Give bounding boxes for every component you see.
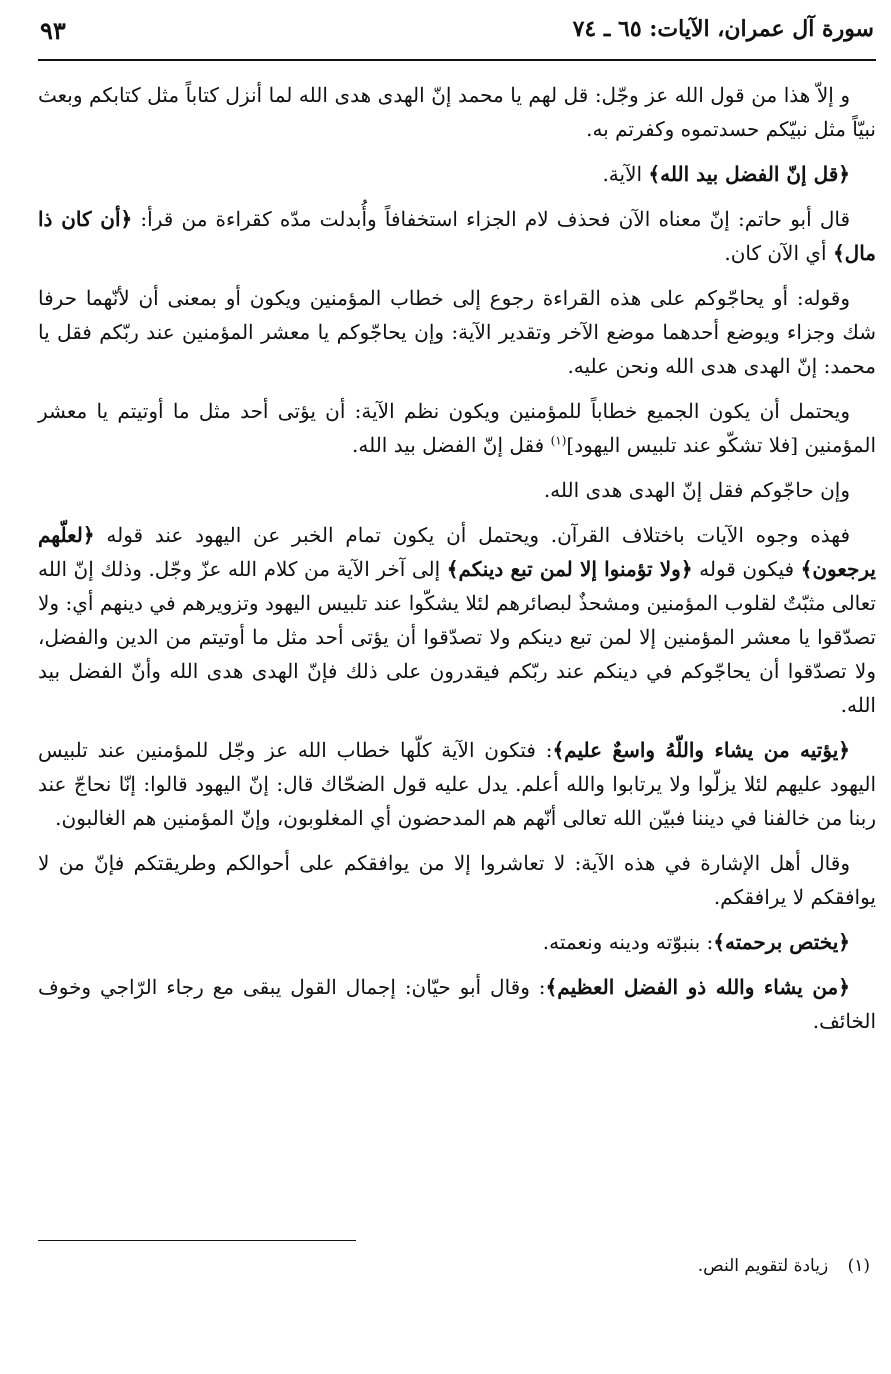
paragraph (38, 473, 876, 507)
paragraph (38, 394, 876, 462)
footnote-text: زيادة لتقويم النص. (697, 1256, 829, 1276)
page-header (38, 14, 876, 58)
quranic-quote: ﴿يؤتيه من يشاء واللّهُ واسعٌ عليم﴾ (552, 738, 850, 762)
running-title: سورة آل عمران، الآيات: ٦٥ ـ ٧٤ (572, 16, 874, 42)
book-page (38, 14, 876, 1354)
footnote-number: (١) (847, 1256, 870, 1276)
footnote (698, 1256, 870, 1276)
text-run: و إلاّ هذا من قول الله عز وجّل: قل لهم يا محمد إنّ الهدى هدى الله لما أنزل كتاباً مثل كتابكم وبعث نبيّاً مثل نبيّكم حسدتموه وكفرتم به. (38, 83, 876, 141)
paragraph (38, 281, 876, 383)
text-run: الآية. (602, 162, 649, 186)
paragraph (38, 518, 876, 722)
text-run: إلى آخر الآية من كلام الله عزّ وجّل. وذلك إنّ الله تعالى مثبّتٌ لقلوب المؤمنين ومشحذٌ لبصائرهم لئلا يشكّوا عند تلبيس اليهود وتزويرهم في دينهم أي: ولا تصدّقوا يا معشر المؤمنين إلا لمن تبع دينكم ولا تصدّقوا أن يؤتى أحد مثل ما أوتيتم من الدين والفضل، ولا تصدّقوا أن يحاجّوكم في دينكم عند ربّكم فيقدرون على ذلك فإنّ الهدى هدى الله وأنّ الفضل بيد الله. (38, 557, 876, 717)
page-number: ٩٣ (40, 16, 66, 45)
quranic-quote: ﴿قل إنّ الفضل بيد الله﴾ (648, 162, 850, 186)
body-text (38, 78, 876, 1049)
text-run: : وقال أبو حيّان: إجمال القول يبقى مع رجاء الرّاجي وخوف الخائف. (38, 975, 876, 1033)
text-run: وإن حاجّوكم فقل إنّ الهدى هدى الله. (543, 478, 850, 502)
text-run: ويحتمل أن يكون الجميع خطاباً للمؤمنين ويكون نظم الآية: أن يؤتى أحد مثل ما أوتيتم يا معشر المؤمنين [فلا تشكّو عند تلبيس اليهود] (38, 399, 876, 457)
text-run: وقوله: أو يحاجّوكم على هذه القراءة رجوع إلى خطاب المؤمنين ويكون أو بمعنى أن لأنّهما حرفا شك وجزاء ويوضع أحدهما موضع الآخر وتقدير الآية: وإن يحاجّوكم يا معشر المؤمنين عند ربّكم فقل يا محمد: إنّ الهدى هدى الله ونحن عليه. (38, 286, 876, 378)
text-run: أي الآن كان. (724, 241, 833, 265)
footnote-separator (38, 1240, 356, 1241)
text-run: : فتكون الآية كلّها خطاب الله عز وجّل للمؤمنين عند تلبيس اليهود عليهم لئلا يزلّوا ولا يرتابوا والله أعلم. يدل عليه قول الضحّاك قال: إنّ اليهود قالوا: إنّا نحاجّ عند ربنا من خالفنا في ديننا فبيّن الله تعالى أنّهم هم المدحضون أي المغلوبون، وإنّ المؤمنين هم الغالبون. (38, 738, 876, 830)
paragraph (38, 846, 876, 914)
quranic-quote: ﴿من يشاء والله ذو الفضل العظيم﴾ (545, 975, 850, 999)
paragraph (38, 733, 876, 835)
text-run: فهذه وجوه الآيات باختلاف القرآن. ويحتمل أن يكون تمام الخبر عن اليهود عند قوله (94, 523, 850, 547)
text-run: فيكون قوله (692, 557, 801, 581)
header-rule (38, 59, 876, 61)
quranic-quote: ﴿يختص برحمته﴾ (713, 930, 850, 954)
quranic-quote: ﴿ولا تؤمنوا إلا لمن تبع دينكم﴾ (446, 557, 693, 581)
text-run: : بنبوّته ودينه ونعمته. (542, 930, 714, 954)
paragraph (38, 157, 876, 191)
quranic-quote: ﴿أن كان ذا مال﴾ (38, 207, 876, 265)
text-run: قال أبو حاتم: إنّ معناه الآن فحذف لام الجزاء استخفافاً وأُبدلت مدّه كقراءة من قرأ: (132, 207, 850, 231)
paragraph (38, 202, 876, 270)
text-run: فقل إنّ الفضل بيد الله. (352, 433, 551, 457)
paragraph (38, 78, 876, 146)
paragraph (38, 925, 876, 959)
text-run: وقال أهل الإشارة في هذه الآية: لا تعاشروا إلا من يوافقكم على أحوالكم وطريقتكم فإنّ من لا يوافقكم لا يرافقكم. (38, 851, 876, 909)
quranic-quote: ﴿لعلّهم يرجعون﴾ (38, 523, 876, 581)
paragraph (38, 970, 876, 1038)
footnote-reference: (١) (550, 433, 567, 448)
